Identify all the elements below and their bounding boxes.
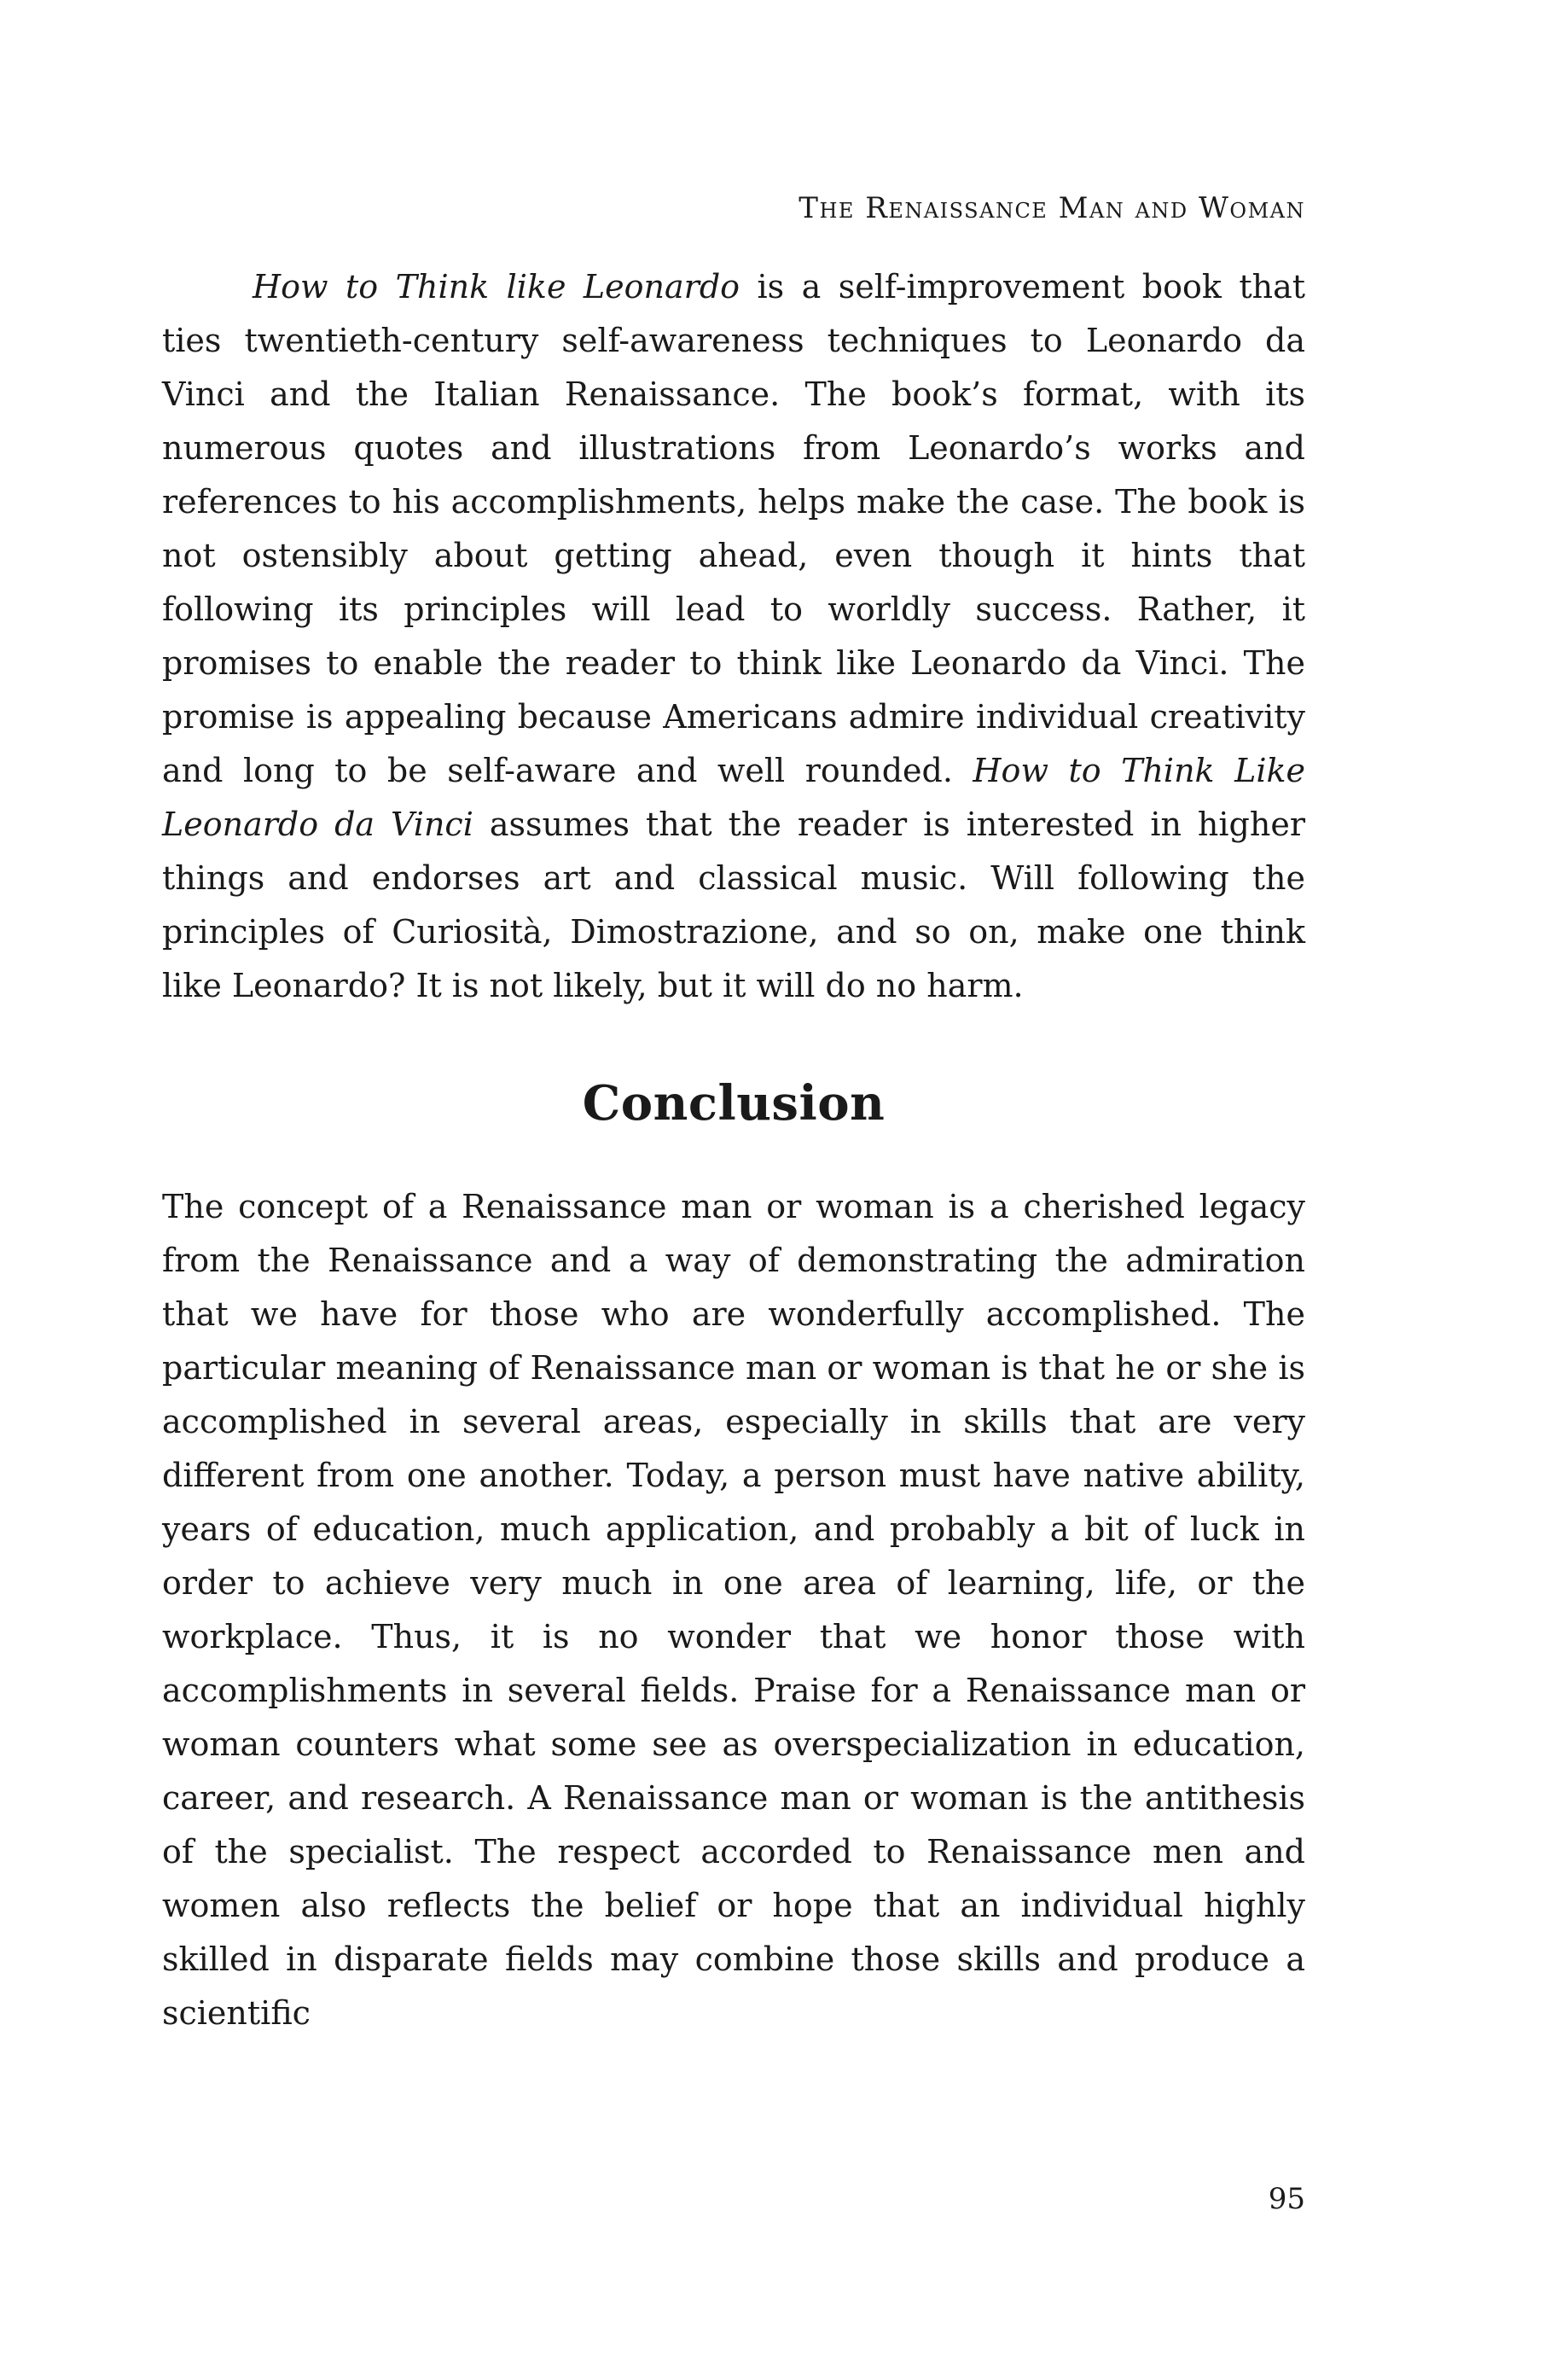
body-text-top (162, 260, 1305, 1013)
paragraph-text-part-1: is a self-improvement book that ties twentieth-century self-awareness techniques to Leonardo da Vinci and the Italian Renaissance. The book’s format, with its numerous quotes and illustrations from Leonardo’s works and references to his accomplishments, helps make the case. The book is not ostensibly about getting ahead, even though it hints that following its principles will lead to worldly success. Rather, it promises to enable the reader to think like Leonardo da Vinci. The promise is appealing because Americans admire individual creativity and long to be self-aware and well rounded. (162, 268, 1306, 789)
paragraph-conclusion: The concept of a Renaissance man or woman is a cherished legacy from the Renaissance and a way of demonstrating the admiration that we have for those who are wonderfully accomplished. The particular meaning of Renaissance man or woman is that he or she is accomplished in several areas, especially in skills that are very different from one another. Today, a person must have native ability, years of education, much application, and probably a bit of luck in order to achieve very much in one area of learning, life, or the workplace. Thus, it is no wonder that we honor those with accomplishments in several fields. Praise for a Renaissance man or woman counters what some see as overspecialization in education, career, and research. A Renaissance man or woman is the antithesis of the specialist. The respect accorded to Renaissance men and women also reflects the belief or hope that an individual highly skilled in disparate fields may combine those skills and produce a scientific (162, 1188, 1305, 2032)
book-title-full: How to Think Like Leonardo da Vinci (162, 752, 1305, 843)
body-text-conclusion (162, 1180, 1305, 2040)
book-title-short: How to Think like Leonardo (253, 268, 740, 305)
section-heading-conclusion: Conclusion (582, 1075, 886, 1132)
page-number: 95 (1268, 2182, 1305, 2216)
running-head: The Renaissance Man and Woman (799, 191, 1305, 225)
paragraph-text-part-2: assumes that the reader is interested in higher things and endorses art and classical music. Will following the principles of Curiosità, Dimostrazione, and so on, make one think like Leonardo? It is not likely, but it will do no harm. (162, 806, 1305, 1004)
paragraph-how-to-think (162, 260, 1305, 1013)
